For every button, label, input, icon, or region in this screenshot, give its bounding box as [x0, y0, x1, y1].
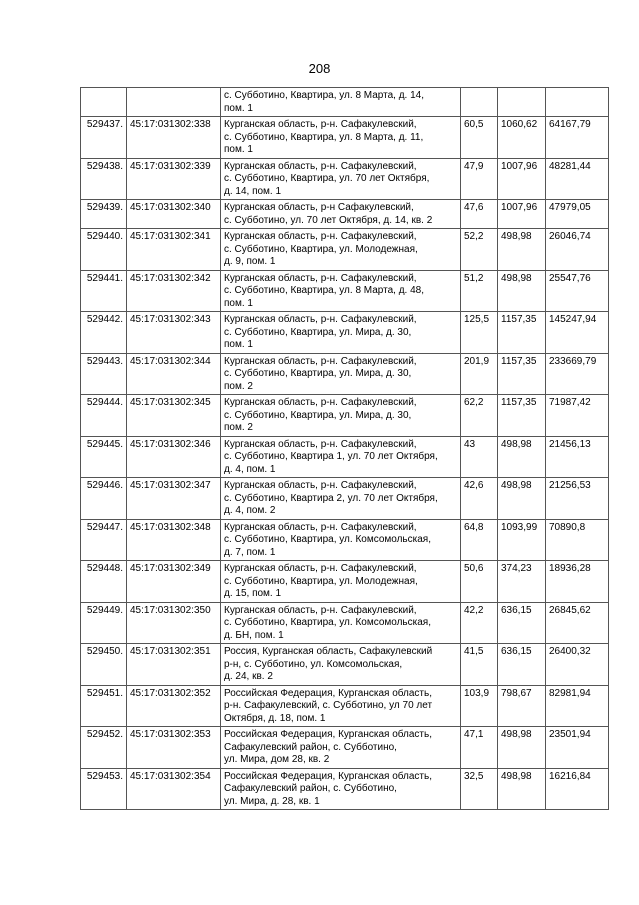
table-row	[81, 519, 609, 561]
row-number-cell: 529437.	[81, 117, 127, 159]
table-row	[81, 200, 609, 229]
table-row	[81, 602, 609, 644]
table-row	[81, 768, 609, 810]
cadastral-number-cell: 45:17:031302:351	[127, 644, 221, 686]
cadastral-number-cell: 45:17:031302:347	[127, 478, 221, 520]
table-row	[81, 229, 609, 271]
address-cell: Курганская область, р-н. Сафакулевский, с. Субботино, Квартира, ул. Комсомольская, д. 7, пом. 1	[221, 519, 461, 561]
cadastral-cost-cell: 26845,62	[546, 602, 609, 644]
address-cell: Курганская область, р-н. Сафакулевский, с. Субботино, Квартира 2, ул. 70 лет Октября, д. 4, пом. 2	[221, 478, 461, 520]
cadastral-number-cell: 45:17:031302:344	[127, 353, 221, 395]
rate-cell: 498,98	[498, 436, 546, 478]
row-number-cell: 529446.	[81, 478, 127, 520]
area-cell: 52,2	[461, 229, 498, 271]
cadastral-cost-cell: 23501,94	[546, 727, 609, 769]
row-number-cell: 529447.	[81, 519, 127, 561]
rate-cell: 636,15	[498, 644, 546, 686]
area-cell: 47,6	[461, 200, 498, 229]
table-row	[81, 644, 609, 686]
cadastral-cost-cell: 233669,79	[546, 353, 609, 395]
area-cell: 42,6	[461, 478, 498, 520]
cadastral-cost-cell: 48281,44	[546, 158, 609, 200]
rate-cell: 498,98	[498, 768, 546, 810]
table-row	[81, 436, 609, 478]
cadastral-cost-cell: 25547,76	[546, 270, 609, 312]
cadastral-cost-cell: 21456,13	[546, 436, 609, 478]
cadastral-number-cell: 45:17:031302:343	[127, 312, 221, 354]
address-cell: Российская Федерация, Курганская область, р-н. Сафакулевский, с. Субботино, ул 70 лет Октября, д. 18, пом. 1	[221, 685, 461, 727]
address-cell: Курганская область, р-н. Сафакулевский, с. Субботино, Квартира, ул. Мира, д. 30, пом. 2	[221, 395, 461, 437]
row-number-cell: 529452.	[81, 727, 127, 769]
row-number-cell: 529440.	[81, 229, 127, 271]
rate-cell: 374,23	[498, 561, 546, 603]
area-cell: 47,9	[461, 158, 498, 200]
table-row	[81, 727, 609, 769]
cadastral-cost-cell: 26046,74	[546, 229, 609, 271]
table-row	[81, 312, 609, 354]
cadastral-cost-cell: 16216,84	[546, 768, 609, 810]
row-number-cell: 529453.	[81, 768, 127, 810]
address-cell: Курганская область, р-н. Сафакулевский, с. Субботино, Квартира, ул. 8 Марта, д. 48, пом. 1	[221, 270, 461, 312]
table-row	[81, 561, 609, 603]
rate-cell: 1157,35	[498, 312, 546, 354]
address-cell: Россия, Курганская область, Сафакулевский р-н, с. Субботино, ул. Комсомольская, д. 24, кв. 2	[221, 644, 461, 686]
rate-cell: 1157,35	[498, 395, 546, 437]
area-cell	[461, 88, 498, 117]
area-cell: 64,8	[461, 519, 498, 561]
cadastral-cost-cell: 26400,32	[546, 644, 609, 686]
cadastral-number-cell: 45:17:031302:339	[127, 158, 221, 200]
rate-cell: 1060,62	[498, 117, 546, 159]
cadastral-number-cell: 45:17:031302:352	[127, 685, 221, 727]
rate-cell	[498, 88, 546, 117]
area-cell: 62,2	[461, 395, 498, 437]
rate-cell: 498,98	[498, 727, 546, 769]
address-cell: с. Субботино, Квартира, ул. 8 Марта, д. 14, пом. 1	[221, 88, 461, 117]
cadastral-cost-cell	[546, 88, 609, 117]
cadastral-number-cell: 45:17:031302:340	[127, 200, 221, 229]
registry-table	[80, 87, 609, 810]
cadastral-cost-cell: 21256,53	[546, 478, 609, 520]
area-cell: 42,2	[461, 602, 498, 644]
cadastral-number-cell: 45:17:031302:346	[127, 436, 221, 478]
cadastral-number-cell: 45:17:031302:353	[127, 727, 221, 769]
rate-cell: 1007,96	[498, 158, 546, 200]
rate-cell: 798,67	[498, 685, 546, 727]
cadastral-number-cell: 45:17:031302:342	[127, 270, 221, 312]
area-cell: 43	[461, 436, 498, 478]
row-number-cell: 529443.	[81, 353, 127, 395]
address-cell: Курганская область, р-н. Сафакулевский, с. Субботино, Квартира, ул. 70 лет Октября, д. 14, пом. 1	[221, 158, 461, 200]
address-cell: Российская Федерация, Курганская область, Сафакулевский район, с. Субботино, ул. Мира, д. 28, кв. 1	[221, 768, 461, 810]
table-row	[81, 158, 609, 200]
table-row	[81, 395, 609, 437]
table-row	[81, 478, 609, 520]
cadastral-number-cell: 45:17:031302:349	[127, 561, 221, 603]
rate-cell: 498,98	[498, 229, 546, 271]
rate-cell: 1093,99	[498, 519, 546, 561]
row-number-cell: 529441.	[81, 270, 127, 312]
cadastral-number-cell: 45:17:031302:341	[127, 229, 221, 271]
area-cell: 47,1	[461, 727, 498, 769]
row-number-cell: 529439.	[81, 200, 127, 229]
area-cell: 103,9	[461, 685, 498, 727]
cadastral-number-cell: 45:17:031302:354	[127, 768, 221, 810]
cadastral-cost-cell: 70890,8	[546, 519, 609, 561]
area-cell: 51,2	[461, 270, 498, 312]
cadastral-number-cell: 45:17:031302:345	[127, 395, 221, 437]
row-number-cell: 529451.	[81, 685, 127, 727]
row-number-cell: 529444.	[81, 395, 127, 437]
cadastral-cost-cell: 47979,05	[546, 200, 609, 229]
row-number-cell: 529442.	[81, 312, 127, 354]
cadastral-cost-cell: 71987,42	[546, 395, 609, 437]
row-number-cell: 529438.	[81, 158, 127, 200]
rate-cell: 498,98	[498, 270, 546, 312]
row-number-cell: 529445.	[81, 436, 127, 478]
cadastral-cost-cell: 18936,28	[546, 561, 609, 603]
area-cell: 201,9	[461, 353, 498, 395]
rate-cell: 1007,96	[498, 200, 546, 229]
area-cell: 60,5	[461, 117, 498, 159]
row-number-cell: 529449.	[81, 602, 127, 644]
row-number-cell: 529448.	[81, 561, 127, 603]
address-cell: Курганская область, р-н. Сафакулевский, с. Субботино, Квартира, ул. Молодежная, д. 15, пом. 1	[221, 561, 461, 603]
address-cell: Курганская область, р-н Сафакулевский, с. Субботино, ул. 70 лет Октября, д. 14, кв. 2	[221, 200, 461, 229]
table-row	[81, 117, 609, 159]
area-cell: 125,5	[461, 312, 498, 354]
table-row	[81, 685, 609, 727]
registry-table-body	[81, 88, 609, 810]
area-cell: 32,5	[461, 768, 498, 810]
cadastral-number-cell: 45:17:031302:350	[127, 602, 221, 644]
page-number: 208	[308, 61, 331, 76]
rate-cell: 498,98	[498, 478, 546, 520]
area-cell: 41,5	[461, 644, 498, 686]
cadastral-number-cell: 45:17:031302:338	[127, 117, 221, 159]
cadastral-number-cell	[127, 88, 221, 117]
cadastral-cost-cell: 145247,94	[546, 312, 609, 354]
address-cell: Курганская область, р-н. Сафакулевский, с. Субботино, Квартира, ул. Мира, д. 30, пом. 1	[221, 312, 461, 354]
cadastral-cost-cell: 64167,79	[546, 117, 609, 159]
address-cell: Курганская область, р-н. Сафакулевский, с. Субботино, Квартира 1, ул. 70 лет Октября, д. 4, пом. 1	[221, 436, 461, 478]
rate-cell: 636,15	[498, 602, 546, 644]
address-cell: Курганская область, р-н. Сафакулевский, с. Субботино, Квартира, ул. Комсомольская, д. БН, пом. 1	[221, 602, 461, 644]
cadastral-number-cell: 45:17:031302:348	[127, 519, 221, 561]
rate-cell: 1157,35	[498, 353, 546, 395]
address-cell: Курганская область, р-н. Сафакулевский, с. Субботино, Квартира, ул. 8 Марта, д. 11, пом. 1	[221, 117, 461, 159]
cadastral-cost-cell: 82981,94	[546, 685, 609, 727]
area-cell: 50,6	[461, 561, 498, 603]
table-row	[81, 270, 609, 312]
address-cell: Курганская область, р-н. Сафакулевский, с. Субботино, Квартира, ул. Мира, д. 30, пом. 2	[221, 353, 461, 395]
address-cell: Российская Федерация, Курганская область, Сафакулевский район, с. Субботино, ул. Мира, дом 28, кв. 2	[221, 727, 461, 769]
row-number-cell	[81, 88, 127, 117]
row-number-cell: 529450.	[81, 644, 127, 686]
address-cell: Курганская область, р-н. Сафакулевский, с. Субботино, Квартира, ул. Молодежная, д. 9, пом. 1	[221, 229, 461, 271]
table-row	[81, 88, 609, 117]
table-row	[81, 353, 609, 395]
